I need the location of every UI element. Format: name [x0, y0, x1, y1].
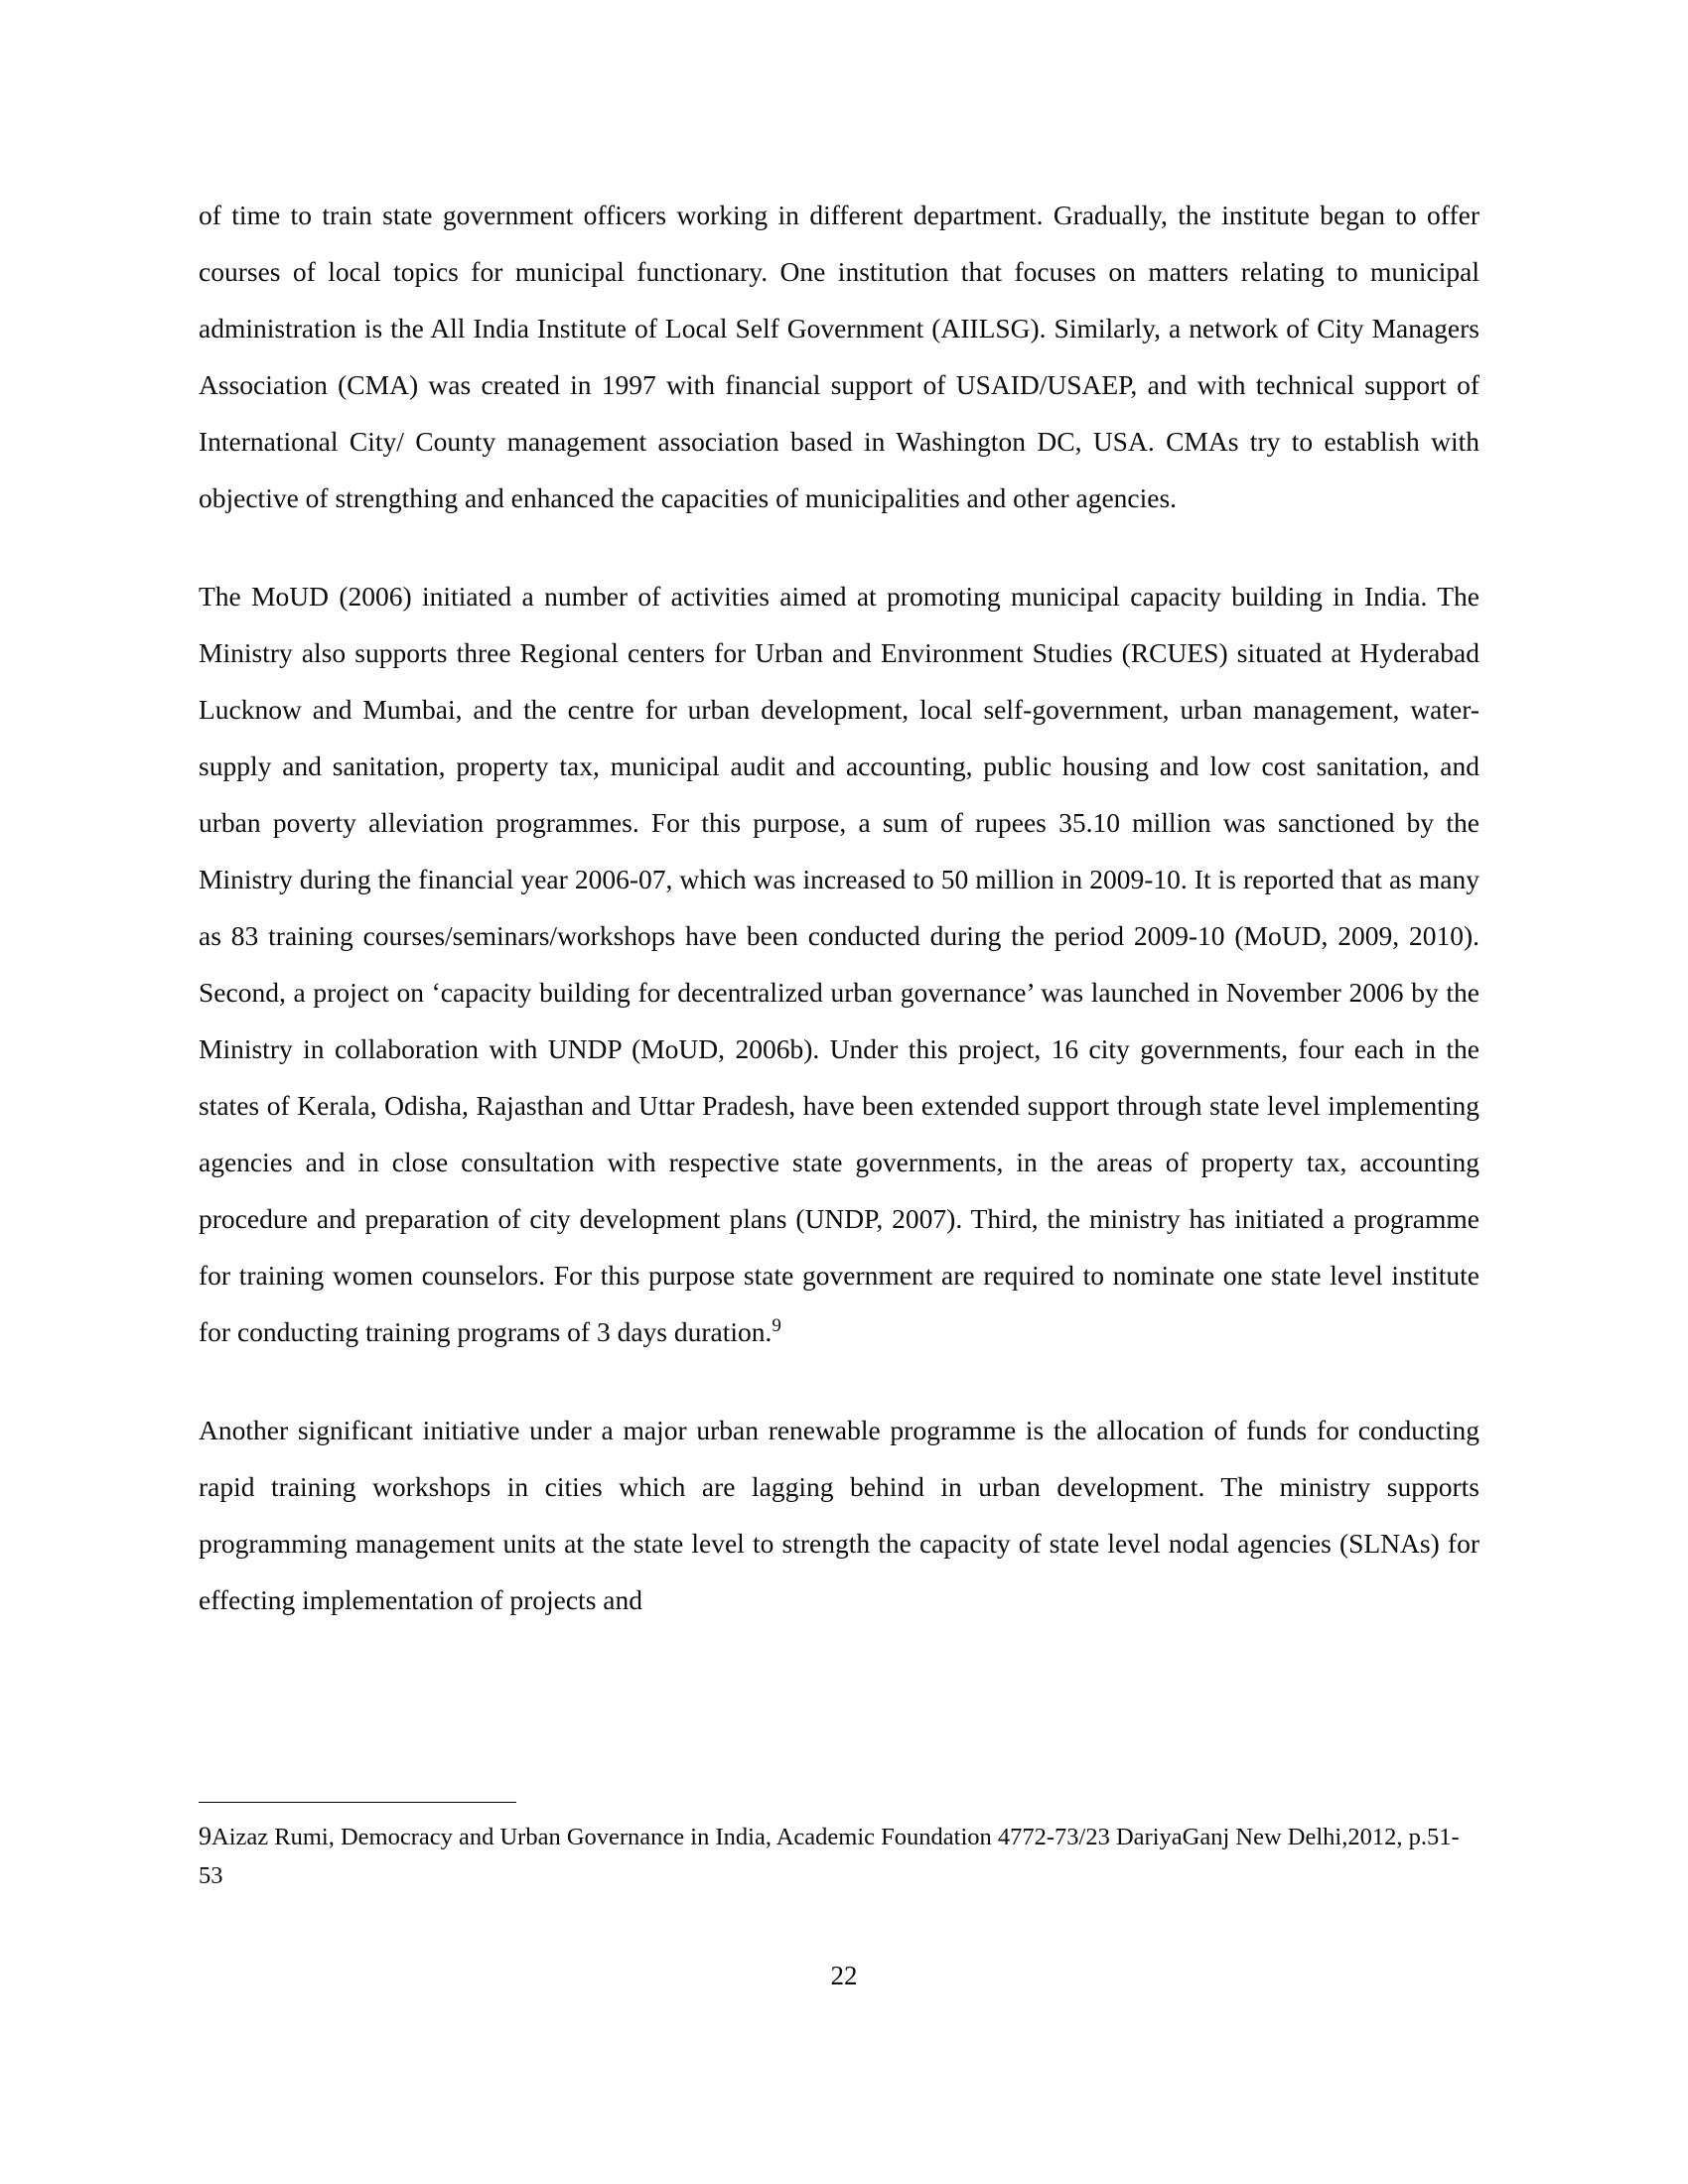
paragraph-1: of time to train state government officers working in different department. Gradually, the institute began to offer courses of local topics for municipal functionary. One institution that focuses on matters relating to municipal administration is the All India Institute of Local Self Government (AIILSG). Similarly, a network of City Managers Association (CMA) was created in 1997 with financial support of USAID/USAEP, and with technical support of International City/ County management association based in Washington DC, USA. CMAs try to establish with objective of strengthing and enhanced the capacities of municipalities and other agencies.	[199, 200, 1479, 513]
paragraph-3: Another significant initiative under a major urban renewable programme is the allocation of funds for conducting rapid training workshops in cities which are lagging behind in urban development. The ministry supports programming management units at the state level to strength the capacity of state level nodal agencies (SLNAs) for effecting implementation of projects and	[199, 1415, 1479, 1615]
page-body	[199, 187, 1479, 1628]
footnote-number: 9	[199, 1822, 211, 1850]
footnote-area	[199, 1802, 1479, 1895]
paragraph-2	[199, 568, 1479, 1360]
footnote-entry	[199, 1817, 1479, 1895]
page-number: 22	[830, 1961, 858, 1990]
paragraph-2-text: The MoUD (2006) initiated a number of activities aimed at promoting municipal capacity building in India. The Ministry also supports three Regional centers for Urban and Environment Studies (RCUES) situated at Hyderabad Lucknow and Mumbai, and the centre for urban development, local self-government, urban management, water-supply and sanitation, property tax, municipal audit and accounting, public housing and low cost sanitation, and urban poverty alleviation programmes. For this purpose, a sum of rupees 35.10 million was sanctioned by the Ministry during the financial year 2006-07, which was increased to 50 million in 2009-10. It is reported that as many as 83 training courses/seminars/workshops have been conducted during the period 2009-10 (MoUD, 2009, 2010). Second, a project on ‘capacity building for decentralized urban governance’ was launched in November 2006 by the Ministry in collaboration with UNDP (MoUD, 2006b). Under this project, 16 city governments, four each in the states of Kerala, Odisha, Rajasthan and Uttar Pradesh, have been extended support through state level implementing agencies and in close consultation with respective state governments, in the areas of property tax, accounting procedure and preparation of city development plans (UNDP, 2007). Third, the ministry has initiated a programme for training women counselors. For this purpose state government are required to nominate one state level institute for conducting training programs of 3 days duration.	[199, 581, 1479, 1347]
footnote-separator-rule	[199, 1802, 516, 1803]
footnote-citation-text: Aizaz Rumi, Democracy and Urban Governance in India, Academic Foundation 4772-73/23 DariyaGanj New Delhi,2012, p.51-53	[199, 1824, 1460, 1889]
footnote-reference-marker: 9	[772, 1314, 781, 1336]
